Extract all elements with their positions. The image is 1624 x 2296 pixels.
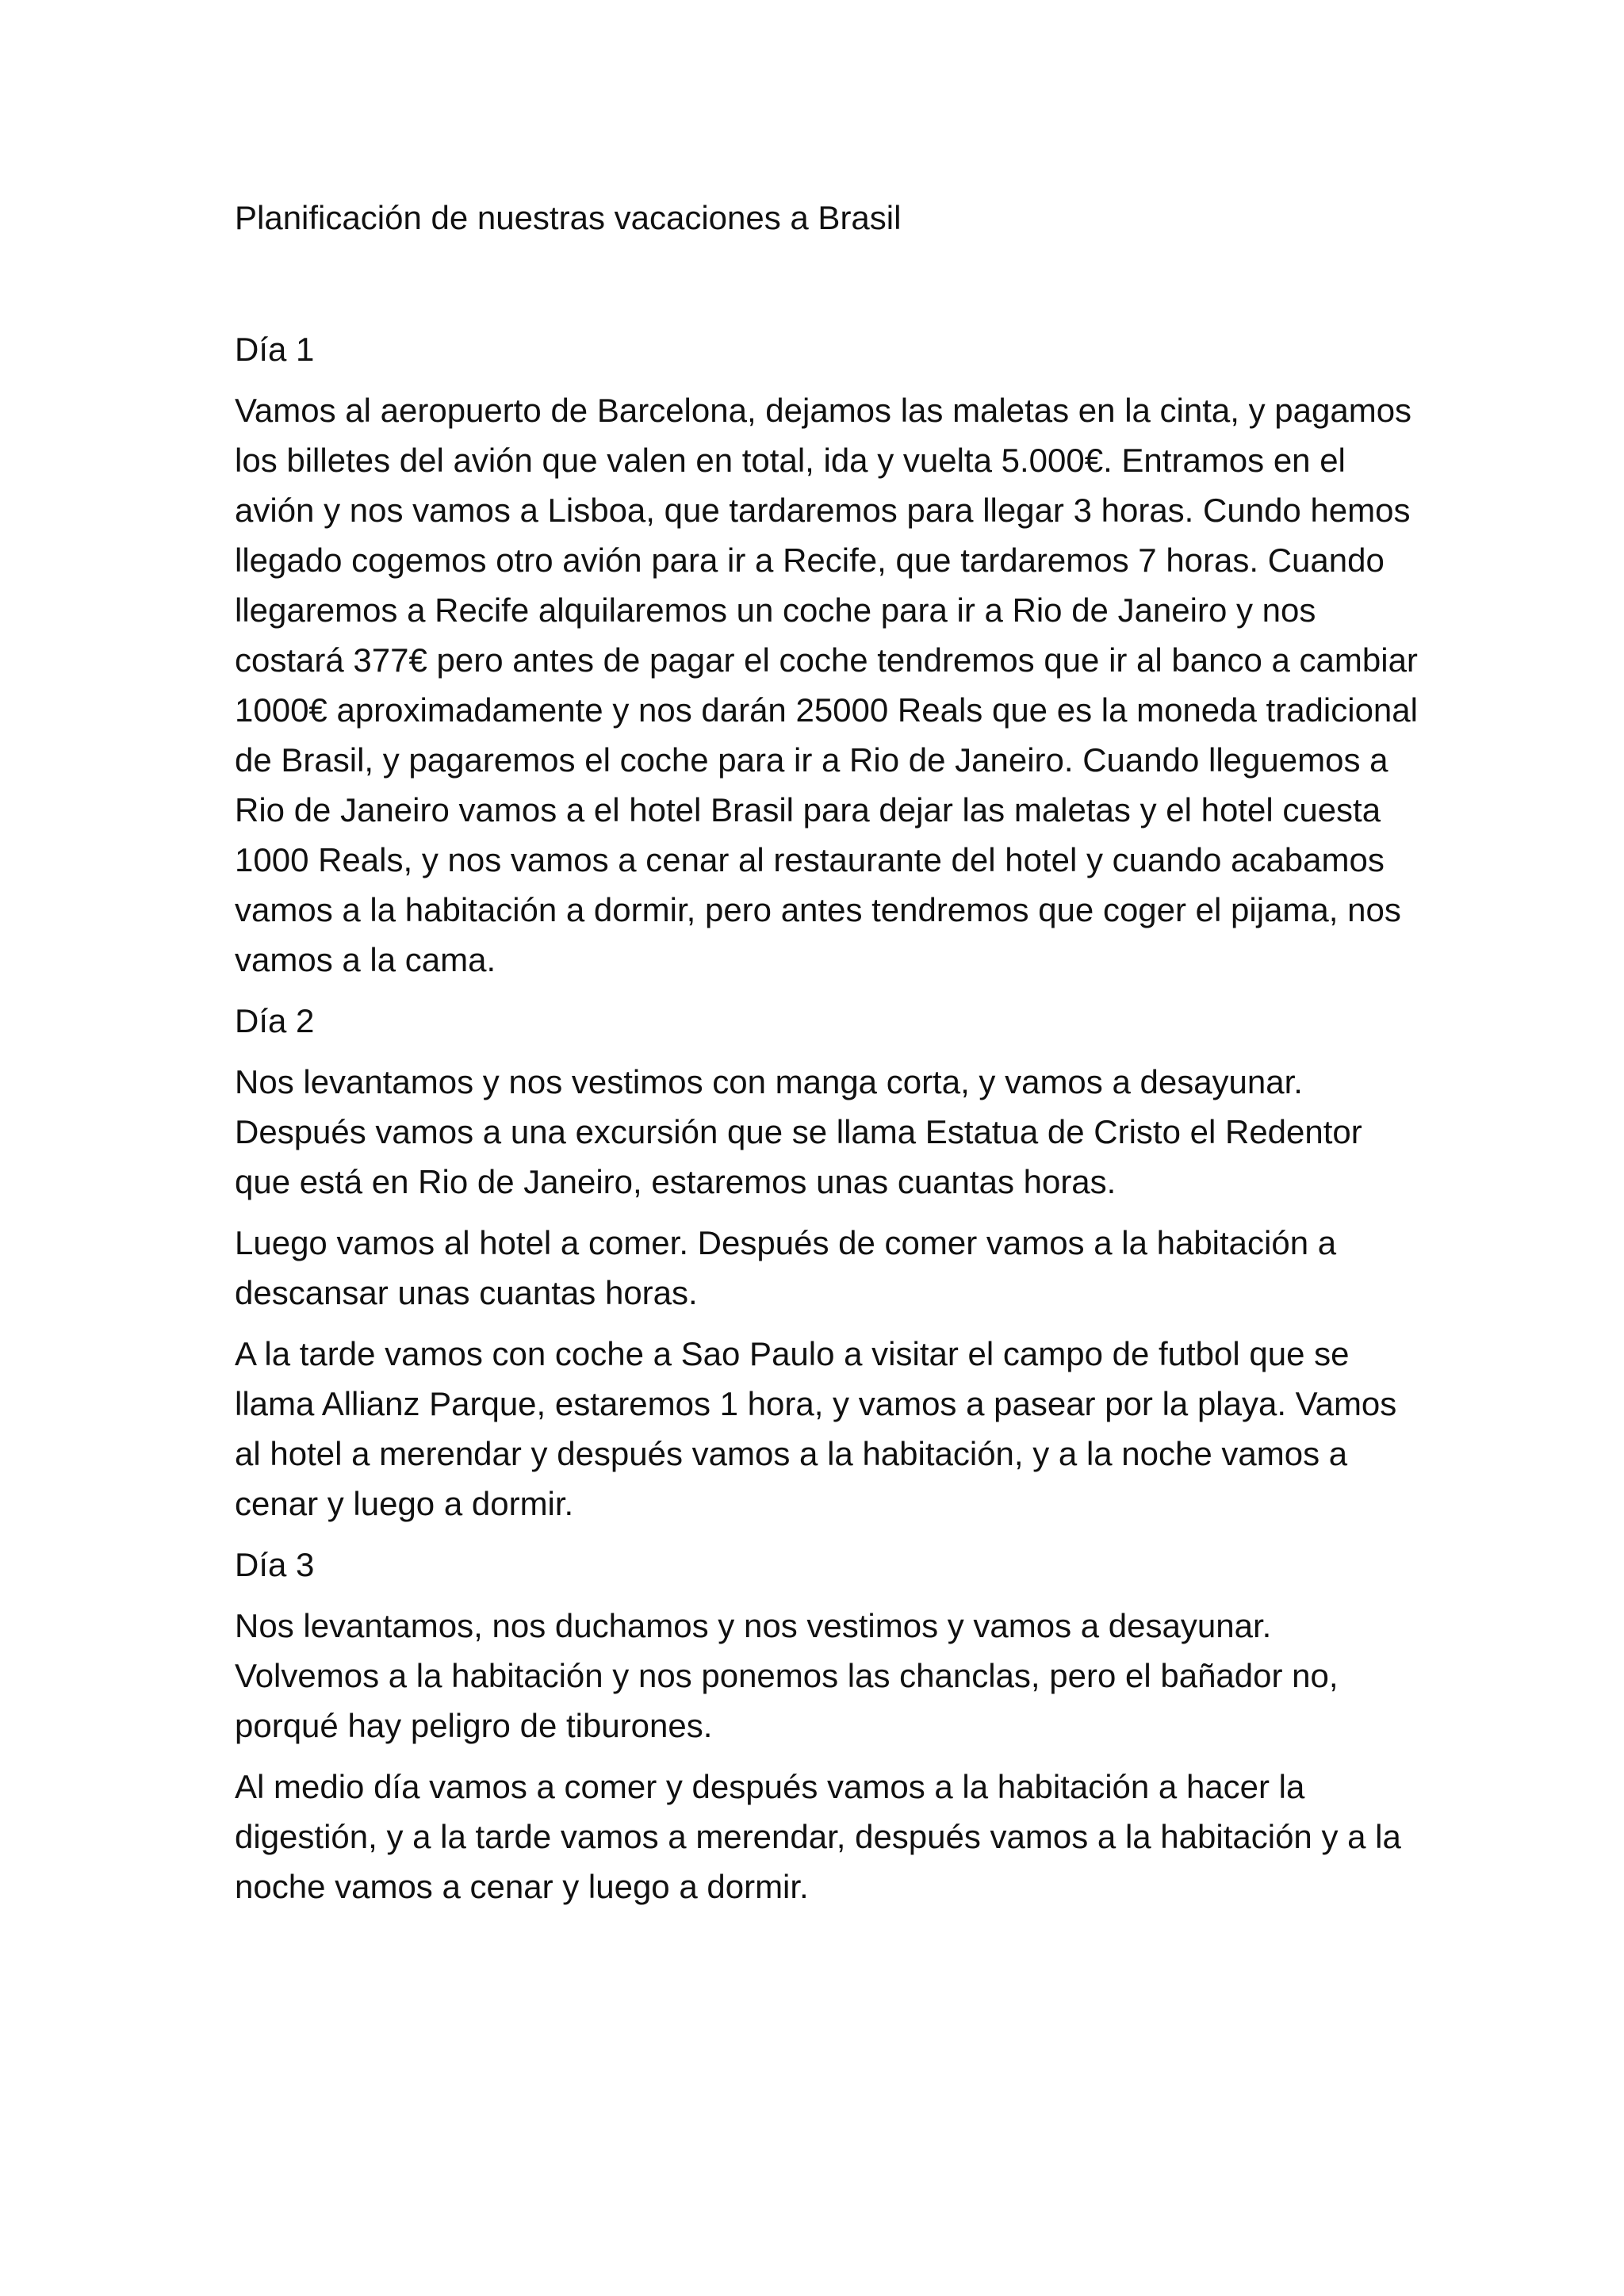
day-heading: Día 2 (235, 1002, 315, 1039)
day-3-section (235, 1540, 1424, 1911)
paragraph: Vamos al aeropuerto de Barcelona, dejamos las maletas en la cinta, y pagamos los billetes del avión que valen en total, ida y vuelta 5.000€. Entramos en el avión y nos vamos a Lisboa, que tardaremos para llegar 3 horas. Cundo hemos llegado cogemos otro avión para ir a Recife, que tardaremos 7 horas. Cuando llegaremos a Recife alquilaremos un coche para ir a Rio de Janeiro y nos costará 377€ pero antes de pagar el coche tendremos que ir al banco a cambiar 1000€ aproximadamente y nos darán 25000 Reals que es la moneda tradicional de Brasil, y pagaremos el coche para ir a Rio de Janeiro. Cuando lleguemos a Rio de Janeiro vamos a el hotel Brasil para dejar las maletas y el hotel cuesta 1000 Reals, y nos vamos a cenar al restaurante del hotel y cuando acabamos vamos a la habitación a dormir, pero antes tendremos que coger el pijama, nos vamos a la cama. (235, 392, 1418, 978)
paragraph: Nos levantamos y nos vestimos con manga corta, y vamos a desayunar. Después vamos a una excursión que se llama Estatua de Cristo el Redentor que está en Rio de Janeiro, estaremos unas cuantas horas. (235, 1063, 1362, 1200)
day-heading: Día 1 (235, 331, 315, 368)
document-body (235, 193, 1424, 1923)
paragraph: A la tarde vamos con coche a Sao Paulo a visitar el campo de futbol que se llama Allianz Parque, estaremos 1 hora, y vamos a pasear por la playa. Vamos al hotel a merendar y después vamos a la habitación, y a la noche vamos a cenar y luego a dormir. (235, 1335, 1397, 1522)
paragraph: Nos levantamos, nos duchamos y nos vestimos y vamos a desayunar. Volvemos a la habitación y nos ponemos las chanclas, pero el bañador no, porqué hay peligro de tiburones. (235, 1607, 1339, 1744)
day-heading: Día 3 (235, 1546, 315, 1583)
document-title: Planificación de nuestras vacaciones a Brasil (235, 199, 902, 236)
day-1-section (235, 324, 1424, 985)
paragraph: Luego vamos al hotel a comer. Después de comer vamos a la habitación a descansar unas cuantas horas. (235, 1224, 1337, 1311)
day-2-section (235, 996, 1424, 1529)
paragraph: Al medio día vamos a comer y después vamos a la habitación a hacer la digestión, y a la tarde vamos a merendar, después vamos a la habitación y a la noche vamos a cenar y luego a dormir. (235, 1768, 1401, 1905)
